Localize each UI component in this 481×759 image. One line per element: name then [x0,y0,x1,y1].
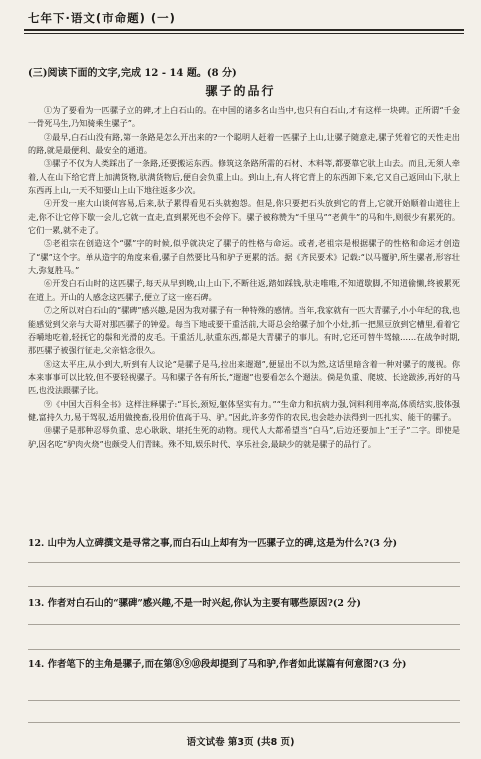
answer-line-14b[interactable] [28,722,460,723]
paragraph-1: ①为了要看为一匹骡子立的碑,才上白石山的。在中国的诸多名山当中,也只有白石山,才有这样一块碑。正所谓“千金一骨死马生,乃知骑乘生骡子”。 [28,105,460,129]
answer-line-12b[interactable] [28,586,460,587]
section-heading: (三)阅读下面的文字,完成 12 - 14 题。(8 分) [28,68,237,79]
question-13: 13. 作者对白石山的“骡碑”感兴趣,不是一时兴起,你认为主要有哪些原因?(2 分) [28,598,361,609]
answer-line-12a[interactable] [28,562,460,563]
paragraph-8: ⑧这太平庄,从小到大,听到有人议论“是骡子是马,拉出来遛遛”,便显出不以为然,这话里暗含着一种对骡子的蔑视。你本来事事可以比较,但不要轻视骡子。马和骡子各有所长,“遛遛”也要看怎么个遛法。倘是负重、爬坡、长途跋涉,再好的马匹,也没法跟骡子比。 [28,358,460,396]
answer-line-13a[interactable] [28,624,460,625]
paragraph-9: ⑨《中国大百科全书》这样注释骡子:“耳长,颈短,躯体坚实有力。”“生命力和抗病力强,饲料利用率高,体质结实,肢体强健,富持久力,易于驾驭,适用做挽畜,役用价值高于马、驴。”因此,许多劳作的农民,也会趁办法得到一匹扎实、能干的骡子。 [28,398,460,422]
exam-header: 七年下·语文(市命题) (一) [28,11,176,25]
paragraph-3: ③骡子不仅为人类踩出了一条路,还要搬运东西。修筑这条路所需的石材、木料等,都要靠它驮上山去。而且,无须人牵着,人在山下给它背上加满货物,驮满货物后,便自会负重上山。到山上,有人将它背上的东西卸下来,它又自己返回山下,驮上东西再上山,一天不知要山上山下地往返多少次。 [28,158,460,196]
paragraph-4: ④开发一座大山谈何容易,后来,驮子累得看见石头就抱怨。但是,你只要把石头放到它的背上,它就开始顺着山道往上走,你不让它停下歇一会儿,它就一直走,直到累死也不会停下。骡子被称赞为“千里马”“老黄牛”的马和牛,则很少有累死的。它们一累,就不走了。 [28,198,460,236]
paragraph-2: ②最早,白石山没有路,第一条路是怎么开出来的?一个聪明人赶着一匹骡子上山,让骡子随意走,骡子凭着它的天性走出的路,就是最便利、最安全的通道。 [28,131,460,156]
reading-passage [28,104,460,451]
paragraph-6: ⑥开发白石山时的这匹骡子,每天从早到晚,山上山下,不断往返,踏如踩钱,驮走唯唯,不知道歇脚,不知道偷懒,终被累死在道上。开山的人感念这匹骡子,便立了这一座石碑。 [28,278,460,302]
article-title: 骡子的品行 [205,84,276,98]
header-rule-bottom [24,33,464,34]
answer-line-14a[interactable] [28,700,460,701]
paragraph-7: ⑦之所以对白石山的“骡碑”感兴趣,是因为我对骡子有一种特殊的感情。当年,我家就有一匹大青骡子,小小年纪的我,也能感觉到父亲与大哥对那匹骡子的钟爱。每当下地或要干重活前,大哥总会给骡子加个小灶,抓一把黑豆放到它槽里,看着它吞嚼地吃着,轻抚它的鬃和光滑的皮毛。干重活儿,驮重东西,都是大青骡子的事儿。有时,它还可替牛驾辕……在战争时期,那匹骡子被强行征走,父亲惦念很久。 [28,305,460,356]
page-footer: 语文试卷 第3页 (共8 页) [186,737,295,748]
question-12: 12. 山中为人立碑撰文是寻常之事,而白石山上却有为一匹骡子立的碑,这是为什么?(3 分) [28,538,398,549]
header-rule-top [24,29,464,31]
question-14: 14. 作者笔下的主角是骡子,而在第⑧⑨⑩段却提到了马和驴,作者如此谋篇有何意图?(3 分) [28,659,407,670]
paragraph-5: ⑤老祖宗在创造这个“骡”字的时候,似乎就决定了骡子的性格与命运。或者,老祖宗是根据骡子的性格和命运才创造了“骡”这个字。单从造字的角度来看,骡子自然要比马和驴子更累的活。据《齐民要术》记载:“以马覆驴,所生骡者,形容壮大,弥复胜马。” [28,238,460,276]
answer-line-13b[interactable] [28,649,460,650]
paragraph-10: ⑩骡子是那种忍辱负重、忠心耿耿、堪托生死的动物。现代人大都希望当“白马”,后边还要加上“王子”二字。即使是驴,因名吃“驴肉火烧”也颇受人们青睐。殊不知,娱乐时代、享乐社会,最缺少的就是骡子的品行了。 [28,425,460,449]
